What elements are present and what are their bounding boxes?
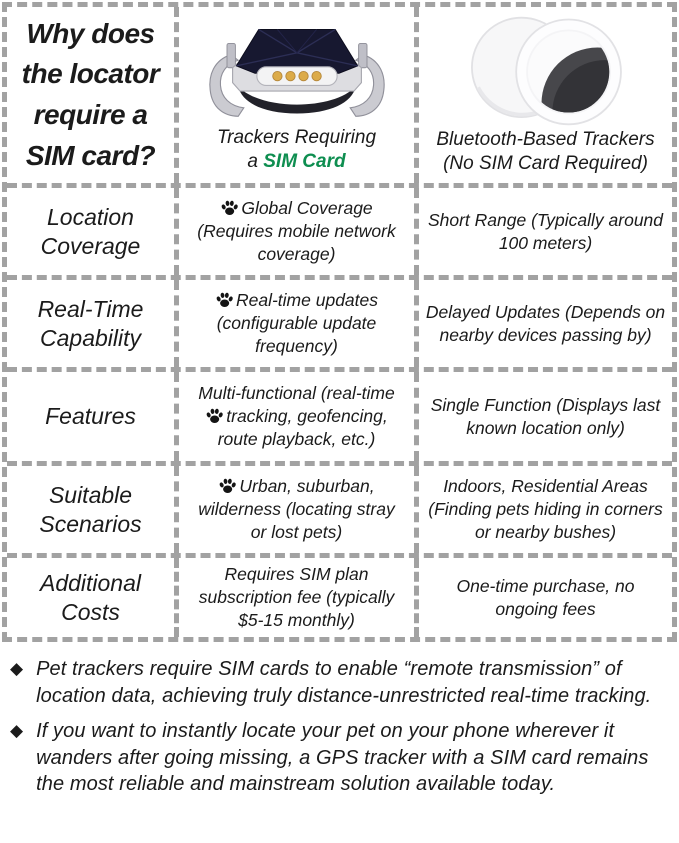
row-label: Features	[45, 403, 136, 430]
note-item	[8, 718, 671, 798]
table-row-real-time-capability	[7, 275, 672, 367]
sim-value-text: Urban, suburban, wilderness (locating stray or lost pets)	[198, 476, 395, 542]
bluetooth-value-text: Short Range (Typically around 100 meters)	[427, 209, 664, 253]
sim-card-highlight: SIM Card	[263, 150, 346, 172]
table-header-row	[7, 7, 672, 183]
sim-tracker-header-cell	[174, 7, 414, 183]
sim-value-cell	[174, 280, 414, 367]
note-text: If you want to instantly locate your pet on your phone wherever it wanders after going missing, a GPS tracker with a SIM card remains the most reliable and mainstream solution available today.	[36, 720, 649, 796]
bluetooth-value-cell	[414, 466, 672, 553]
airtag-image	[451, 15, 641, 127]
bluetooth-tracker-header-cell	[414, 7, 672, 183]
sim-caption-line2-prefix: a	[247, 150, 264, 172]
table-row-features	[7, 367, 672, 461]
table-row-suitable-scenarios	[7, 461, 672, 553]
row-label: Real-Time Capability	[37, 295, 144, 351]
note-item	[8, 656, 671, 709]
paw-icon	[218, 477, 237, 495]
sim-value-text-before-paw: Multi-functional (real-time	[198, 383, 395, 404]
bluetooth-value-cell	[414, 558, 672, 637]
sim-value-text: tracking, geofencing, route playback, etc.)	[217, 406, 388, 449]
sim-value-cell	[174, 188, 414, 275]
bluetooth-tracker-caption: Bluetooth-Based Trackers (No SIM Card Required)	[436, 129, 655, 174]
row-label: Location Coverage	[40, 203, 141, 259]
note-text: Pet trackers require SIM cards to enable “remote transmission” of location data, achieving truly distance-unrestricted real-time tracking.	[36, 658, 652, 707]
bluetooth-value-text: Delayed Updates (Depends on nearby devices passing by)	[425, 301, 666, 345]
bluetooth-value-cell	[414, 280, 672, 367]
diamond-bullet-icon: ◆	[10, 721, 24, 741]
sim-caption-line1: Trackers Requiring	[216, 127, 377, 149]
paw-icon	[220, 199, 239, 217]
table-row-location-coverage	[7, 183, 672, 275]
row-label: Additional Costs	[39, 569, 142, 625]
sim-value-cell	[174, 558, 414, 637]
row-label: Suitable Scenarios	[39, 481, 142, 537]
footer-notes	[0, 642, 679, 798]
comparison-table	[2, 2, 677, 642]
infographic-page	[0, 2, 679, 843]
gps-tracker-image	[199, 17, 395, 125]
bluetooth-value-text: Single Function (Displays last known location only)	[430, 394, 661, 438]
table-row-additional-costs	[7, 553, 672, 637]
bluetooth-value-cell	[414, 372, 672, 461]
sim-value-text: Real-time updates (configurable update frequency)	[216, 290, 379, 356]
sim-value-text: Global Coverage (Requires mobile network coverage)	[197, 198, 396, 264]
sim-value-cell	[174, 466, 414, 553]
bluetooth-value-cell	[414, 188, 672, 275]
paw-icon	[215, 291, 234, 309]
bluetooth-value-text: Indoors, Residential Areas (Finding pets hiding in corners or nearby bushes)	[428, 476, 663, 542]
page-title: Why does the locator require a SIM card?	[21, 17, 160, 171]
sim-value-text: Requires SIM plan subscription fee (typically $5-15 monthly)	[198, 564, 395, 630]
sim-value-cell	[174, 372, 414, 461]
bluetooth-value-text: One-time purchase, no ongoing fees	[456, 575, 635, 619]
sim-tracker-caption	[217, 126, 376, 172]
diamond-bullet-icon: ◆	[10, 659, 24, 678]
paw-icon	[205, 407, 224, 425]
